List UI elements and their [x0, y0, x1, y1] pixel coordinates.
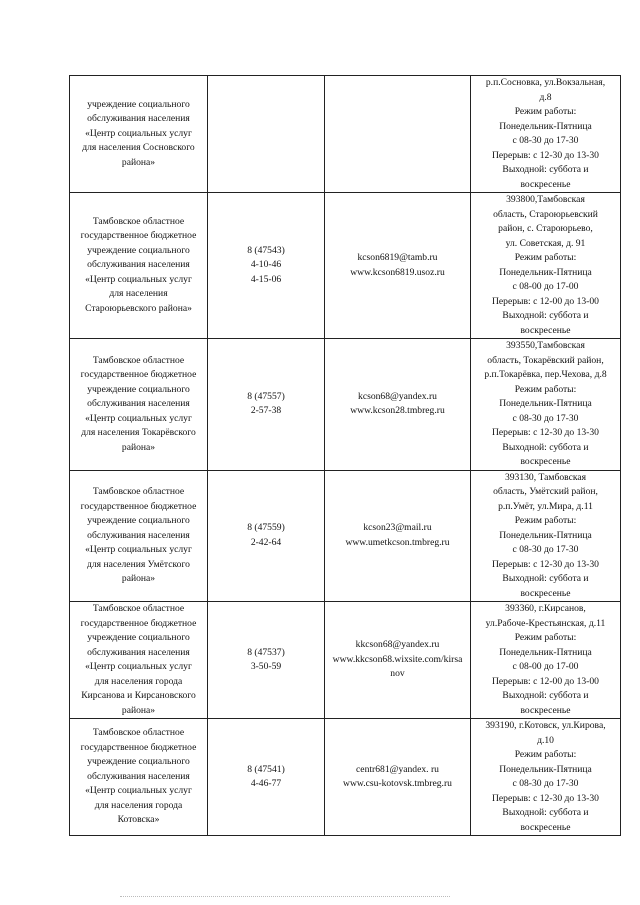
address-line: область, Староюрьевский — [493, 208, 598, 220]
phone-cell — [208, 193, 325, 339]
address-line: с 08-00 до 17-00 — [512, 661, 579, 672]
contact-line: kcson6819@tamb.ru — [357, 252, 438, 263]
table-row — [70, 76, 621, 193]
address-line: Режим работы: — [514, 106, 577, 117]
phone-line: 2-42-64 — [250, 536, 282, 548]
org-name-line: государственное бюджетное — [80, 617, 197, 629]
address-line: район, с. Староюрьево, — [498, 223, 593, 234]
phone-line: 4-15-06 — [250, 273, 282, 285]
org-name-line: «Центр социальных услуг — [85, 273, 192, 285]
address-line: 393550,Тамбовская — [506, 340, 585, 351]
phone-line: 8 (47543) — [247, 244, 285, 256]
org-name-line: для населения Сосновского — [82, 142, 195, 154]
contact-cell — [325, 719, 471, 836]
org-name-line: Тамбовское областное — [92, 727, 185, 739]
address-line: Понедельник-Пятница — [499, 763, 592, 775]
address-line: область, Токарёвский район, — [487, 354, 604, 366]
org-name-line: Староюрьевского района» — [85, 302, 192, 314]
org-name-line: для населения города — [94, 675, 183, 687]
phone-line: 8 (47537) — [247, 646, 285, 658]
address-line: воскресенье — [520, 587, 571, 599]
org-name-line: «Центр социальных услуг — [85, 661, 192, 672]
phone-line: 4-46-77 — [250, 778, 282, 789]
address-line: воскресенье — [520, 704, 571, 716]
org-name-line: учреждение социального — [87, 383, 190, 395]
table-row — [70, 193, 621, 339]
org-name-line: учреждение социального — [87, 632, 190, 643]
org-name-line: Кирсанова и Кирсановского — [81, 690, 196, 701]
phone-cell — [208, 719, 325, 836]
org-name-line: района» — [121, 441, 156, 453]
address-line: Режим работы: — [514, 515, 577, 526]
address-line: Выходной: суббота и — [502, 310, 589, 321]
address-line: 393360, г.Кирсанов, — [505, 603, 586, 614]
phone-line: 8 (47559) — [247, 522, 285, 534]
contact-cell — [325, 76, 471, 193]
org-name-cell — [70, 193, 208, 339]
table-row — [70, 470, 621, 602]
org-name-cell — [70, 339, 208, 471]
org-name-line: Тамбовское областное — [92, 215, 185, 227]
org-name-line: для населения Умётского — [87, 558, 190, 570]
org-name-line: обслуживания населения — [87, 259, 190, 271]
address-line: с 08-00 до 17-00 — [512, 281, 579, 292]
phone-line: 3-50-59 — [250, 661, 282, 672]
org-name-line: Тамбовское областное — [92, 354, 185, 366]
address-line: Перерыв: с 12-30 до 13-30 — [492, 792, 599, 804]
org-name-line: района» — [121, 573, 156, 584]
org-name-cell — [70, 602, 208, 719]
address-line: Перерыв: с 12-30 до 13-30 — [492, 558, 599, 570]
org-name-line: обслуживания населения — [87, 529, 190, 541]
org-name-line: для населения города — [94, 799, 183, 811]
contact-cell — [325, 193, 471, 339]
address-cell — [471, 602, 621, 719]
org-name-line: «Центр социальных услуг — [85, 785, 192, 797]
address-line: 393130, Тамбовская — [504, 471, 587, 483]
contact-line: nov — [390, 668, 405, 680]
address-line: 393190, г.Котовск, ул.Кирова, — [485, 720, 606, 731]
org-name-line: «Центр социальных услуг — [85, 412, 192, 424]
address-line: Перерыв: с 12-00 до 13-00 — [492, 295, 599, 307]
address-line: Перерыв: с 12-30 до 13-30 — [492, 427, 599, 438]
org-name-line: «Центр социальных услуг — [85, 544, 192, 555]
address-line: Перерыв: с 12-00 до 13-00 — [492, 675, 599, 687]
address-line: д.10 — [537, 734, 554, 746]
address-line: с 08-30 до 17-30 — [512, 135, 579, 146]
org-name-line: Тамбовское областное — [92, 486, 185, 497]
contact-line: kcson68@yandex.ru — [358, 390, 437, 402]
address-line: 393800,Тамбовская — [506, 194, 585, 205]
org-name-line: обслуживания населения — [87, 113, 190, 125]
address-line: ул. Советская, д. 91 — [505, 237, 586, 249]
contact-line: centr681@yandex. ru — [356, 763, 439, 775]
address-line: Режим работы: — [514, 252, 577, 263]
table-row — [70, 339, 621, 471]
contact-line: kcson23@mail.ru — [363, 522, 432, 534]
address-line: Выходной: суббота и — [502, 164, 589, 175]
address-line: воскресенье — [520, 456, 571, 467]
address-line: с 08-30 до 17-30 — [512, 544, 579, 555]
address-line: воскресенье — [520, 324, 571, 336]
address-cell — [471, 470, 621, 602]
phone-line: 2-57-38 — [250, 405, 282, 417]
address-line: Понедельник-Пятница — [499, 646, 592, 658]
org-name-line: государственное бюджетное — [80, 741, 197, 753]
address-line: с 08-30 до 17-30 — [512, 412, 579, 424]
address-line: область, Умётский район, — [493, 486, 598, 497]
org-name-line: государственное бюджетное — [80, 230, 197, 242]
phone-cell — [208, 339, 325, 471]
contact-cell — [325, 602, 471, 719]
address-cell — [471, 719, 621, 836]
address-line: р.п.Сосновка, ул.Вокзальная, — [485, 77, 606, 88]
address-cell — [471, 76, 621, 193]
institutions-table — [69, 75, 621, 836]
org-name-line: учреждение социального — [87, 98, 190, 110]
org-name-line: для населения Токарёвского — [81, 427, 196, 438]
table-row — [70, 719, 621, 836]
address-line: Режим работы: — [514, 749, 577, 760]
org-name-line: обслуживания населения — [87, 646, 190, 658]
contact-line: www.kkcson68.wixsite.com/kirsa — [332, 653, 463, 665]
org-name-line: государственное бюджетное — [80, 500, 197, 512]
org-name-line: для населения — [109, 288, 168, 300]
address-line: Режим работы: — [514, 383, 577, 395]
address-line: Выходной: суббота и — [502, 690, 589, 701]
org-name-cell — [70, 470, 208, 602]
address-line: Выходной: суббота и — [502, 441, 589, 453]
address-line: ул.Рабоче-Крестьянская, д.11 — [485, 617, 606, 629]
address-line: Выходной: суббота и — [502, 573, 589, 584]
phone-line: 4-10-46 — [250, 259, 282, 271]
contact-cell — [325, 339, 471, 471]
contact-line: www.kcson28.tmbreg.ru — [350, 405, 445, 417]
address-line: воскресенье — [520, 178, 571, 190]
contact-line: www.umetkcson.tmbreg.ru — [345, 536, 450, 548]
org-name-line: учреждение социального — [87, 244, 190, 256]
org-name-line: учреждение социального — [87, 515, 190, 526]
address-line: Перерыв: с 12-30 до 13-30 — [492, 149, 599, 161]
contact-line: www.csu-kotovsk.tmbreg.ru — [343, 778, 452, 789]
address-line: д.8 — [539, 91, 552, 103]
footer-scan-artifact — [120, 896, 450, 898]
org-name-line: государственное бюджетное — [80, 369, 197, 380]
address-line: Понедельник-Пятница — [499, 398, 592, 409]
org-name-line: Тамбовское областное — [92, 603, 185, 614]
contact-line: www.kcson6819.usoz.ru — [350, 266, 445, 278]
address-line: р.п.Умёт, ул.Мира, д.11 — [498, 500, 593, 512]
phone-cell — [208, 470, 325, 602]
address-line: р.п.Токарёвка, пер.Чехова, д.8 — [484, 369, 607, 380]
phone-cell — [208, 76, 325, 193]
phone-cell — [208, 602, 325, 719]
address-line: с 08-30 до 17-30 — [512, 778, 579, 789]
address-line: Понедельник-Пятница — [499, 529, 592, 541]
org-name-line: Котовска» — [117, 814, 160, 826]
org-name-line: района» — [121, 704, 156, 716]
address-line: Понедельник-Пятница — [499, 266, 592, 278]
address-cell — [471, 193, 621, 339]
phone-line: 8 (47557) — [247, 390, 285, 402]
address-line: Понедельник-Пятница — [499, 120, 592, 132]
address-line: Режим работы: — [514, 632, 577, 643]
org-name-cell — [70, 76, 208, 193]
org-name-line: обслуживания населения — [87, 770, 190, 782]
contact-line: kkcson68@yandex.ru — [355, 639, 440, 651]
phone-line: 8 (47541) — [247, 763, 285, 775]
org-name-cell — [70, 719, 208, 836]
org-name-line: учреждение социального — [87, 756, 190, 768]
address-line: Выходной: суббота и — [502, 807, 589, 818]
address-line: воскресенье — [520, 821, 571, 833]
org-name-line: «Центр социальных услуг — [85, 127, 192, 139]
org-name-line: района» — [121, 156, 156, 168]
contact-cell — [325, 470, 471, 602]
table-row — [70, 602, 621, 719]
address-cell — [471, 339, 621, 471]
org-name-line: обслуживания населения — [87, 398, 190, 409]
